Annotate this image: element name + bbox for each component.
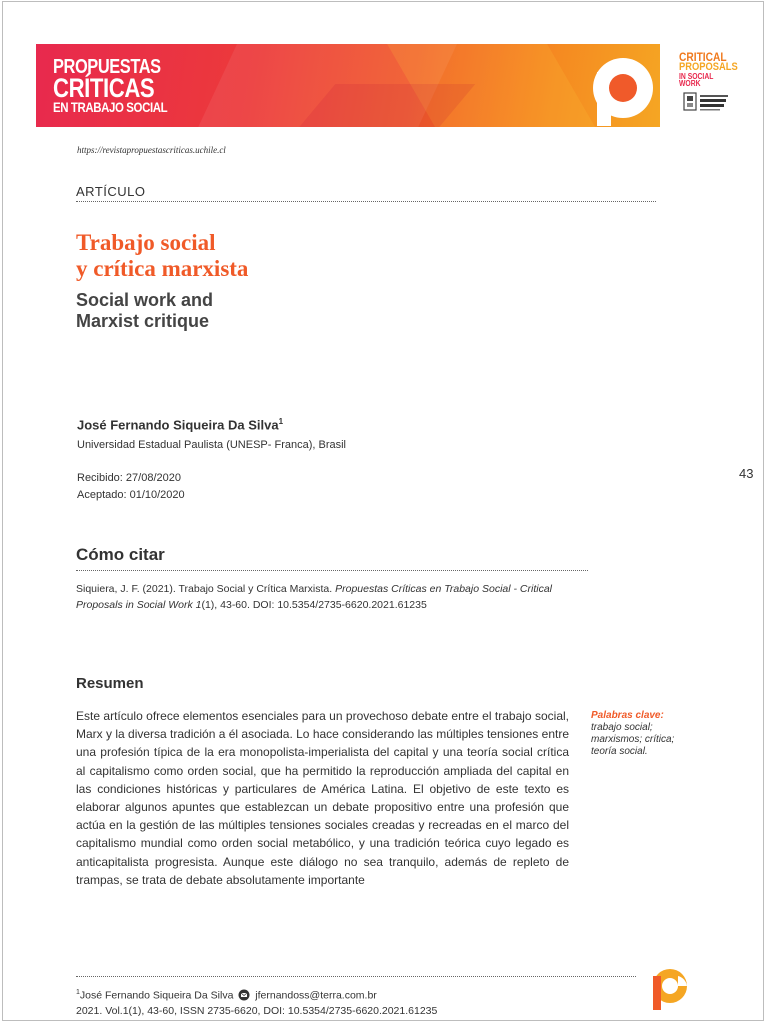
- email-icon: [238, 989, 250, 1001]
- footnote-email[interactable]: jfernandoss@terra.com.br: [255, 989, 377, 1002]
- author-name-text: José Fernando Siqueira Da Silva: [77, 417, 279, 433]
- side-logo-line-2: PROPOSALS: [679, 60, 738, 73]
- accepted-date: Aceptado: 01/10/2020: [77, 489, 185, 501]
- footnote-line-2: 2021. Vol.1(1), 43-60, ISSN 2735-6620, DOI: 10.5354/2735-6620.2021.61235: [76, 1004, 438, 1017]
- cite-divider: [76, 570, 588, 571]
- pc-logo-icon: [585, 52, 655, 126]
- citation-part-2: (1), 43-60. DOI: 10.5354/2735-6620.2021.61235: [201, 599, 427, 611]
- brand-line-1: PROPUESTAS: [53, 56, 161, 78]
- footnote-author: José Fernando Siqueira Da Silva: [79, 989, 234, 1002]
- cite-heading: Cómo citar: [76, 545, 165, 564]
- title-spanish-line-2: y crítica marxista: [76, 256, 249, 281]
- title-english: [76, 290, 213, 332]
- author-footnote-mark: 1: [278, 417, 284, 426]
- critical-proposals-logo: [679, 50, 738, 88]
- title-spanish: [76, 230, 248, 282]
- brand-line-3: EN TRABAJO SOCIAL: [53, 99, 168, 116]
- journal-brand: [53, 58, 192, 114]
- citation: [76, 581, 576, 613]
- article-dates: [77, 470, 185, 504]
- page-number: 43: [739, 466, 754, 481]
- author-name: [77, 417, 283, 432]
- footnote-divider: [76, 976, 636, 977]
- keywords-label: Palabras clave:: [591, 710, 664, 721]
- journal-banner: [36, 44, 660, 127]
- author-affiliation: Universidad Estadual Paulista (UNESP- Franca), Brasil: [77, 439, 346, 451]
- title-english-line-2: Marxist critique: [76, 311, 210, 331]
- abstract-heading: Resumen: [76, 675, 144, 692]
- section-label: ARTÍCULO: [76, 184, 146, 199]
- title-spanish-line-1: Trabajo social: [76, 230, 216, 255]
- footnote: [76, 985, 437, 1019]
- keywords-text: trabajo social; marxismos; crítica; teoría social.: [591, 722, 675, 757]
- title-english-line-1: Social work and: [76, 290, 214, 310]
- section-divider: [76, 201, 656, 202]
- footnote-line-1: $^1$José Fernando Siqueira Da Silva jfernandoss@terra.com.br: [76, 989, 377, 1002]
- keywords: [591, 710, 701, 758]
- citation-part-1: Siquiera, J. F. (2021). Trabajo Social y Crítica Marxista.: [76, 583, 336, 595]
- brand-line-2: CRÍTICAS: [53, 73, 155, 104]
- received-date: Recibido: 27/08/2020: [77, 472, 181, 484]
- side-logo-line-1: CRITICAL: [679, 50, 727, 64]
- side-logo-line-3: IN SOCIAL WORK: [679, 71, 714, 88]
- pc-logo-small-icon: [645, 966, 690, 1010]
- journal-url[interactable]: https://revistapropuestascriticas.uchile.cl: [77, 145, 226, 155]
- abstract-text: Este artículo ofrece elementos esenciales para un provechoso debate entre el trabajo social, Marx y la diversa tradición a él asociada. Lo hace considerando las múltiples tensiones entre una profesión típica de la era monopolista-imperialista del capital y una teoría social crítica al capitalismo como orden social, que ha permitido la reproducción ampliada del capital en las condiciones históricas y particulares de América Latina. El objetivo de este texto es elaborar algunos apuntes que establezcan un debate propositivo entre una profesión que actúa en la gestión de las múltiples tensiones sociales creadas y recreadas en el marco del capitalismo mundial como orden social metabólico, y una tradición teórica cuyo legado es anticapitalista progresista. Aunque este diálogo no sea tranquilo, además de repleto de trampas, se trata de debate absolutamente importante: [76, 709, 569, 887]
- citation-journal: Propuestas Críticas en Trabajo Social - Critical Proposals in Social Work 1: [76, 583, 552, 611]
- university-seal-icon: [682, 90, 730, 114]
